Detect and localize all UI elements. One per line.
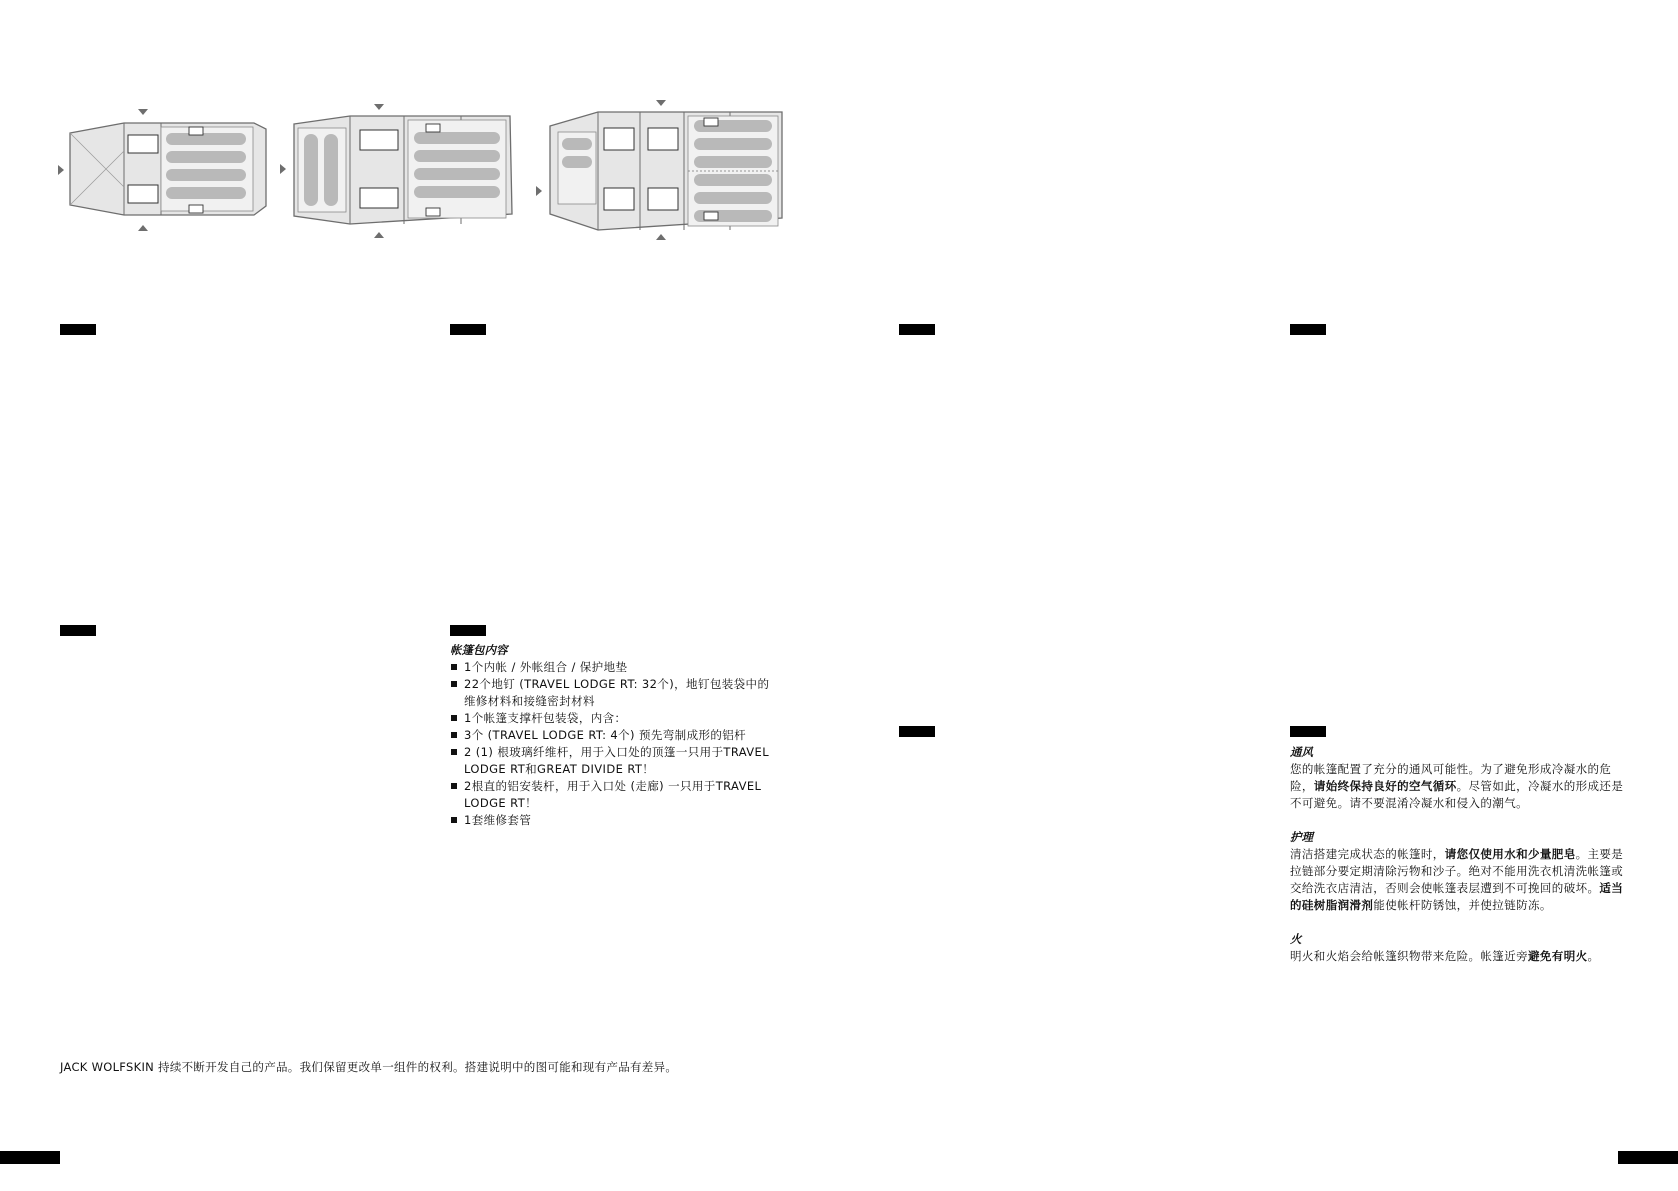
section-bar — [1290, 324, 1326, 335]
section-bar — [450, 324, 486, 335]
door-panel — [648, 128, 678, 150]
list-item: 22个地钉 (TRAVEL LODGE RT: 32个)，地钉包装袋中的维修材料和接缝密封材料 — [450, 676, 780, 710]
ventilation-heading: 通风 — [1290, 745, 1313, 759]
list-item: 1个帐篷支撑杆包装袋，内含： — [450, 710, 780, 727]
tent-diagram-large — [536, 98, 786, 243]
section-bar — [1290, 726, 1326, 737]
page-marker-right — [1618, 1151, 1678, 1164]
entrance-arrow — [138, 109, 148, 115]
entrance-arrow — [138, 225, 148, 231]
entrance-arrow — [280, 164, 286, 174]
footer-note: JACK WOLFSKIN 持续不断开发自己的产品。我们保留更改单一组件的权利。搭建说明中的图可能和现有产品有差异。 — [60, 1060, 678, 1074]
section-bar — [899, 726, 935, 737]
section-bar — [60, 324, 96, 335]
care-text: 清洁搭建完成状态的帐篷时，请您仅使用水和少量肥皂。主要是拉链部分要定期清除污物和沙子。绝对不能用洗衣机清洗帐篷或交给洗衣店清洁，否则会使帐篷表层遭到不可挽回的破坏。适当的硅树脂润滑剂能使帐杆防锈蚀，并使拉链防冻。 — [1290, 847, 1624, 912]
fire-heading: 火 — [1290, 932, 1302, 946]
tent-diagram-small — [58, 105, 273, 235]
entrance-arrow — [656, 234, 666, 240]
ventilation-text: 您的帐篷配置了充分的通风可能性。为了避免形成冷凝水的危险，请始终保持良好的空气循环。尽管如此，冷凝水的形成还是不可避免。请不要混淆冷凝水和侵入的潮气。 — [1290, 762, 1624, 810]
door-panel — [128, 185, 158, 203]
list-item: 2根直的铝安装杆，用于入口处 (走廊) 一只用于TRAVEL LODGE RT！ — [450, 778, 780, 812]
list-item: 3个 (TRAVEL LODGE RT: 4个) 预先弯制成形的铝杆 — [450, 727, 780, 744]
door-panel — [648, 188, 678, 210]
entrance-arrow — [374, 232, 384, 238]
list-item: 2 (1) 根玻璃纤维杆，用于入口处的顶篷一只用于TRAVEL LODGE RT和GREAT DIVIDE RT！ — [450, 744, 780, 778]
list-item: 1套维修套管 — [450, 812, 780, 829]
contents-heading: 帐篷包内容 — [450, 643, 508, 657]
entrance-arrow — [58, 165, 64, 175]
fire-text: 明火和火焰会给帐篷织物带来危险。帐篷近旁避免有明火。 — [1290, 949, 1600, 963]
section-bar — [450, 625, 486, 636]
door-panel — [128, 135, 158, 153]
contents-section — [450, 642, 780, 829]
entrance-arrow — [656, 100, 666, 106]
care-section — [1290, 744, 1630, 965]
door-panel — [604, 128, 634, 150]
section-bar — [60, 625, 96, 636]
section-bar — [899, 324, 935, 335]
list-item: 1个内帐 / 外帐组合 / 保护地垫 — [450, 659, 780, 676]
contents-list — [450, 659, 780, 829]
door-panel — [360, 130, 398, 150]
entrance-arrow — [374, 104, 384, 110]
page-marker-left — [0, 1151, 60, 1164]
door-panel — [360, 188, 398, 208]
door-panel — [604, 188, 634, 210]
entrance-arrow — [536, 186, 542, 196]
care-heading: 护理 — [1290, 830, 1313, 844]
tent-diagram-medium — [276, 100, 521, 240]
